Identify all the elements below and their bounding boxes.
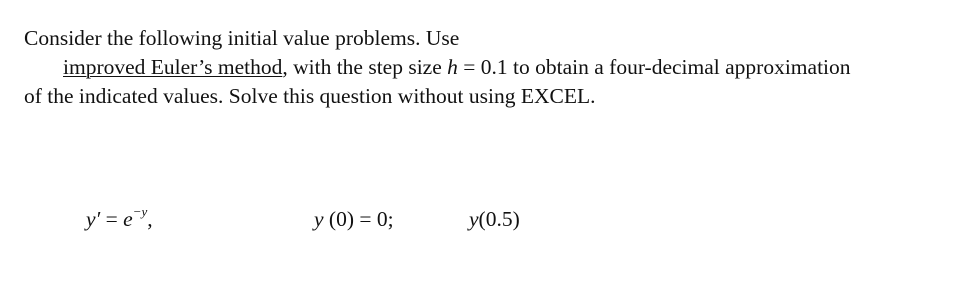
instruction-text: of the indicated values. Solve this question without using EXCEL. [24, 84, 596, 108]
target-argument: (0.5) [478, 207, 520, 231]
ode-base: e [123, 207, 133, 231]
ode-lhs: y′ [86, 207, 101, 231]
step-size-text: , with the step size [282, 55, 448, 79]
intro-text: Consider the following initial value problems. Use [24, 26, 460, 50]
target-variable: y [469, 207, 479, 231]
ic-variable: y [314, 207, 324, 231]
method-name: improved Euler’s method [63, 55, 283, 79]
ode-equals: = [100, 207, 124, 231]
instruction-line [24, 83, 595, 109]
method-line [63, 54, 851, 80]
step-value-text: = 0.1 to obtain a four-decimal approximation [457, 55, 851, 79]
intro-line [24, 25, 459, 51]
ode-comma: , [147, 207, 153, 231]
ic-value: (0) = 0; [323, 207, 394, 231]
target-value [469, 204, 520, 234]
step-variable: h [447, 55, 458, 79]
initial-condition [314, 204, 394, 234]
ode-exponent: −y [132, 204, 148, 219]
differential-equation [86, 204, 153, 234]
